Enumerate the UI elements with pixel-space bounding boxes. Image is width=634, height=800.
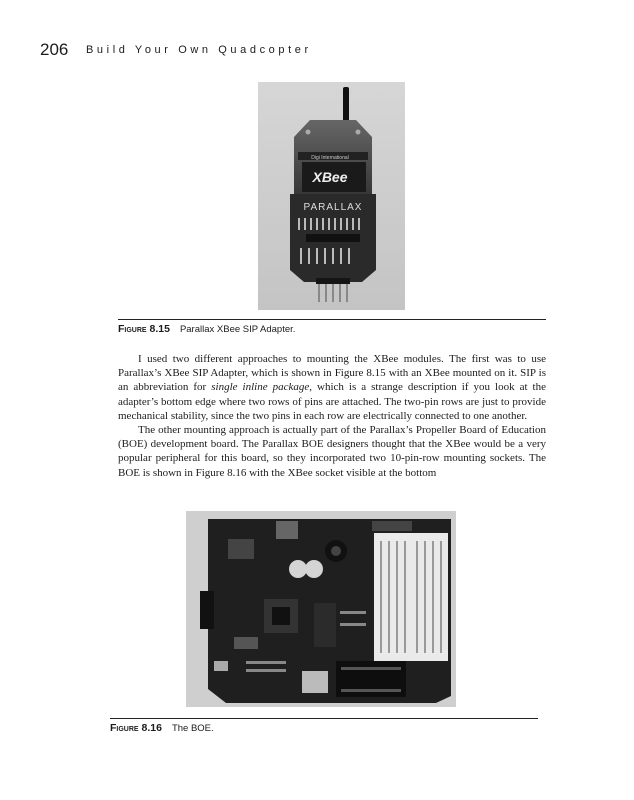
digi-logo-text: Digi International: [311, 155, 349, 161]
xbee-logo-text: XBee: [312, 169, 348, 185]
figure-8-16-caption: [110, 722, 214, 734]
book-title: Build Your Own Quadcopter: [86, 44, 312, 56]
figure-8-16-text: The BOE.: [171, 723, 214, 734]
figure-8-16-rule: [110, 718, 538, 719]
paragraph-2: The other mounting approach is actually part of the Parallax’s Propeller Board of Education (BOE) development board. The Parallax BOE designers thought that the XBee would be a very popular peripheral for this board, so they incorporated two 10-pin-row mounting sockets. The BOE is shown in Figure 8.16 with the XBee socket visible at the bottom: [118, 424, 546, 479]
emphasis-term: single inline package: [211, 381, 310, 394]
figure-8-16-label: Figure 8.16: [110, 722, 162, 734]
xbee-sip-adapter-photo: [258, 82, 405, 310]
figure-8-15-rule: [118, 319, 546, 320]
boe-board-photo: [186, 511, 456, 707]
paragraph-1: I used two different approaches to mounting the XBee modules. The first was to use Parallax’s XBee SIP Adapter, which is shown in Figure 8.15 with an XBee mounted on it. SIP is an abbreviation for single inline package, which is a strange description if you look at the adapter’s bottom edge where two rows of pins are attached. The two-pin rows are just to provide mechanical stability, since the two pins in each row are electrically connected to one another.: [118, 353, 546, 422]
figure-8-15-caption: [118, 323, 295, 335]
figure-8-15-label: Figure 8.15: [118, 323, 170, 335]
page-number: 206: [40, 40, 69, 59]
body-text: [118, 352, 546, 480]
figure-8-15-text: Parallax XBee SIP Adapter.: [179, 324, 296, 335]
parallax-logo-text: PARALLAX: [303, 202, 363, 213]
